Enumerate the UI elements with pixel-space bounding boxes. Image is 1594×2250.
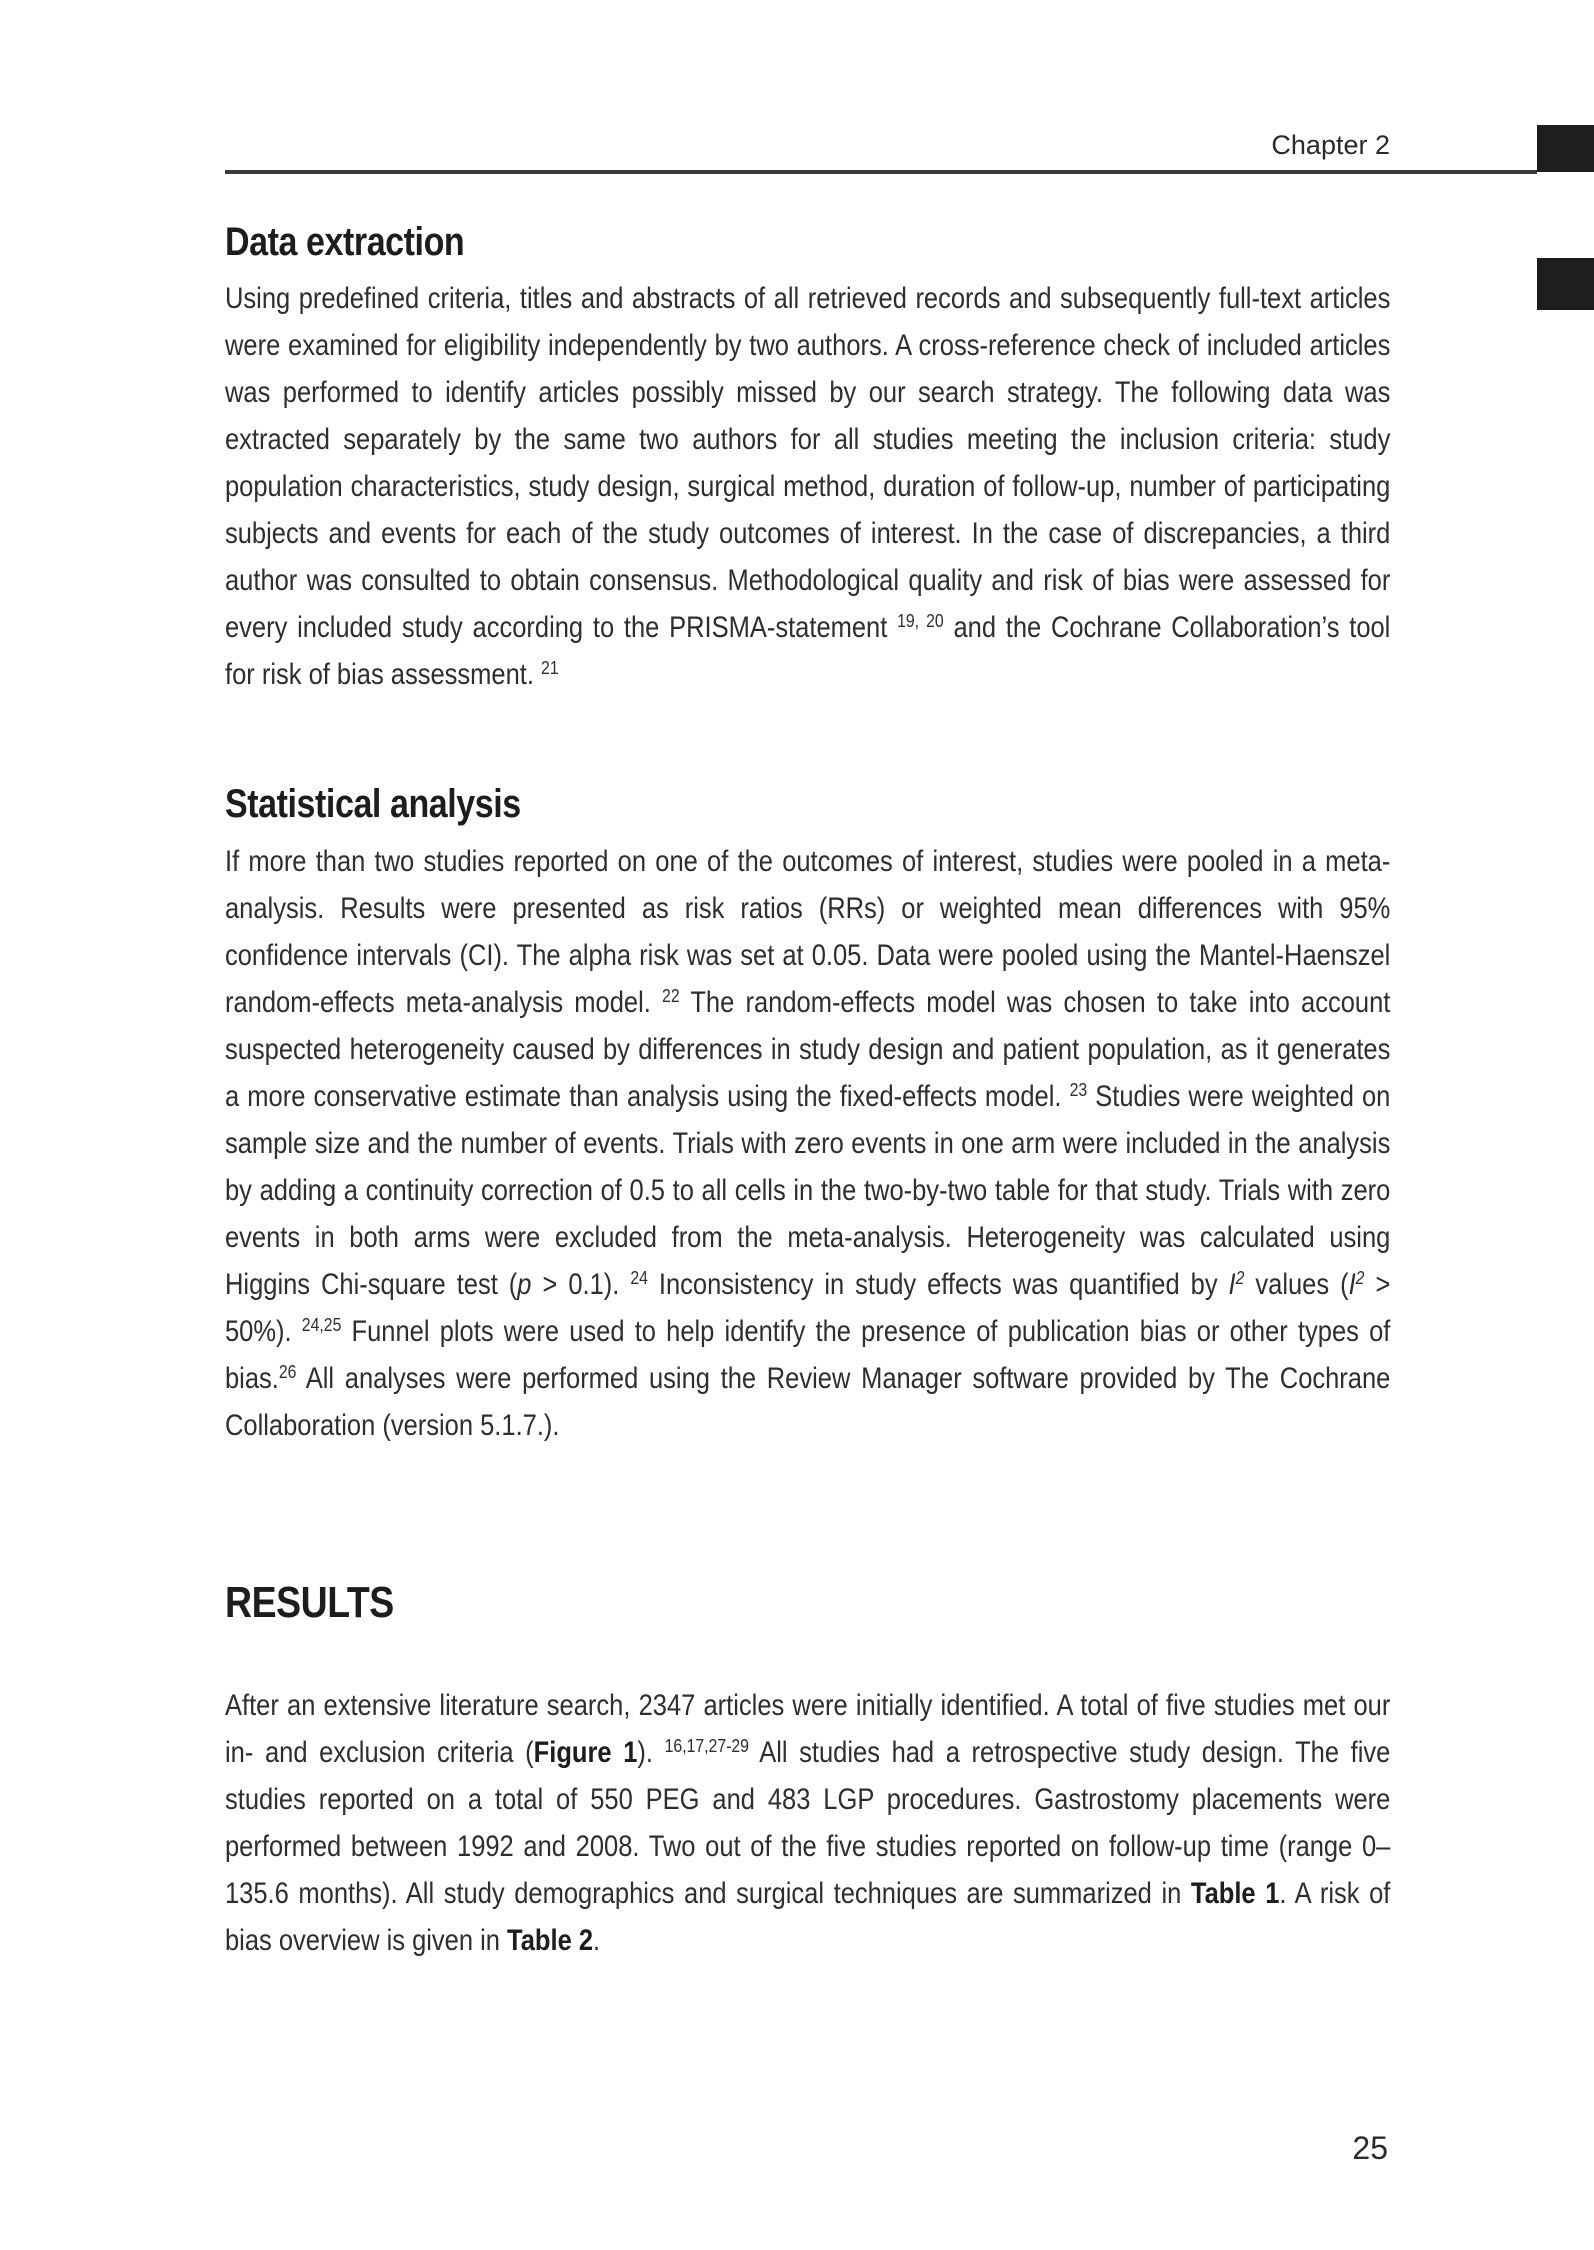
paragraph-statistical-analysis: If more than two studies reported on one of the outcomes of interest, studies were pooled in a meta-analysis. Results were presented as risk ratios (RRs) or weighted mean differences with 95% confidence intervals (CI). The alpha risk was set at 0.05. Data were pooled using the Mantel-Haenszel random-effects meta-analysis model. $^{22}$ The random-effects model was chosen to take into account suspected heterogeneity caused by differences in study design and patient population, as it generates a more conservative estimate than analysis using the fixed-effects model. $^{23}$ Studies were weighted on sample size and the number of events. Trials with zero events in one arm were included in the analysis by adding a continuity correction of 0.5 to all cells in the two-by-two table for that study. Trials with zero events in both arms were excluded from the meta-analysis. Heterogeneity was calculated using Higgins Chi-square test (p > 0.1). $^{24}$ Inconsistency in study effects was quantified by $I^2$ values $(I^2 > 50\%)$. $^{24,25}$ Funnel plots were used to help identify the presence of publication bias or other types of bias.$^{26}$ All analyses were performed using the Review Manager software provided by The Cochrane Collaboration (version 5.1.7.). [225, 845, 1391, 1442]
heading-statistical-analysis: Statistical analysis [225, 782, 521, 826]
heading-results: RESULTS [225, 1578, 394, 1627]
page-edge-tab-bottom [1537, 258, 1594, 310]
page-edge-tab-top [1537, 125, 1594, 172]
paragraph-data-extraction: Using predefined criteria, titles and abstracts of all retrieved records and subsequently full-text articles were examined for eligibility independently by two authors. A cross-reference check of included articles was performed to identify articles possibly missed by our search strategy. The following data was extracted separately by the same two authors for all studies meeting the inclusion criteria: study population characteristics, study design, surgical method, duration of follow-up, number of participating subjects and events for each of the study outcomes of interest. In the case of discrepancies, a third author was consulted to obtain consensus. Methodological quality and risk of bias were assessed for every included study according to the PRISMA-statement $^{19, 20}$ and the Cochrane Collaboration’s tool for risk of bias assessment. $^{21}$ [225, 282, 1391, 691]
page-number: 25 [1352, 2130, 1388, 2166]
header-rule [225, 170, 1537, 174]
paragraph-results: After an extensive literature search, 2347 articles were initially identified. A total of five studies met our in- and exclusion criteria (Figure 1). $^{16,17,27-29}$ All studies had a retrospective study design. The five studies reported on a total of 550 PEG and 483 LGP procedures. Gastrostomy placements were performed between 1992 and 2008. Two out of the five studies reported on follow-up time (range 0–135.6 months). All study demographics and surgical techniques are summarized in Table 1. A risk of bias overview is given in Table 2. [225, 1689, 1391, 1957]
heading-data-extraction: Data extraction [225, 220, 465, 264]
running-head-chapter: Chapter 2 [1271, 130, 1390, 160]
